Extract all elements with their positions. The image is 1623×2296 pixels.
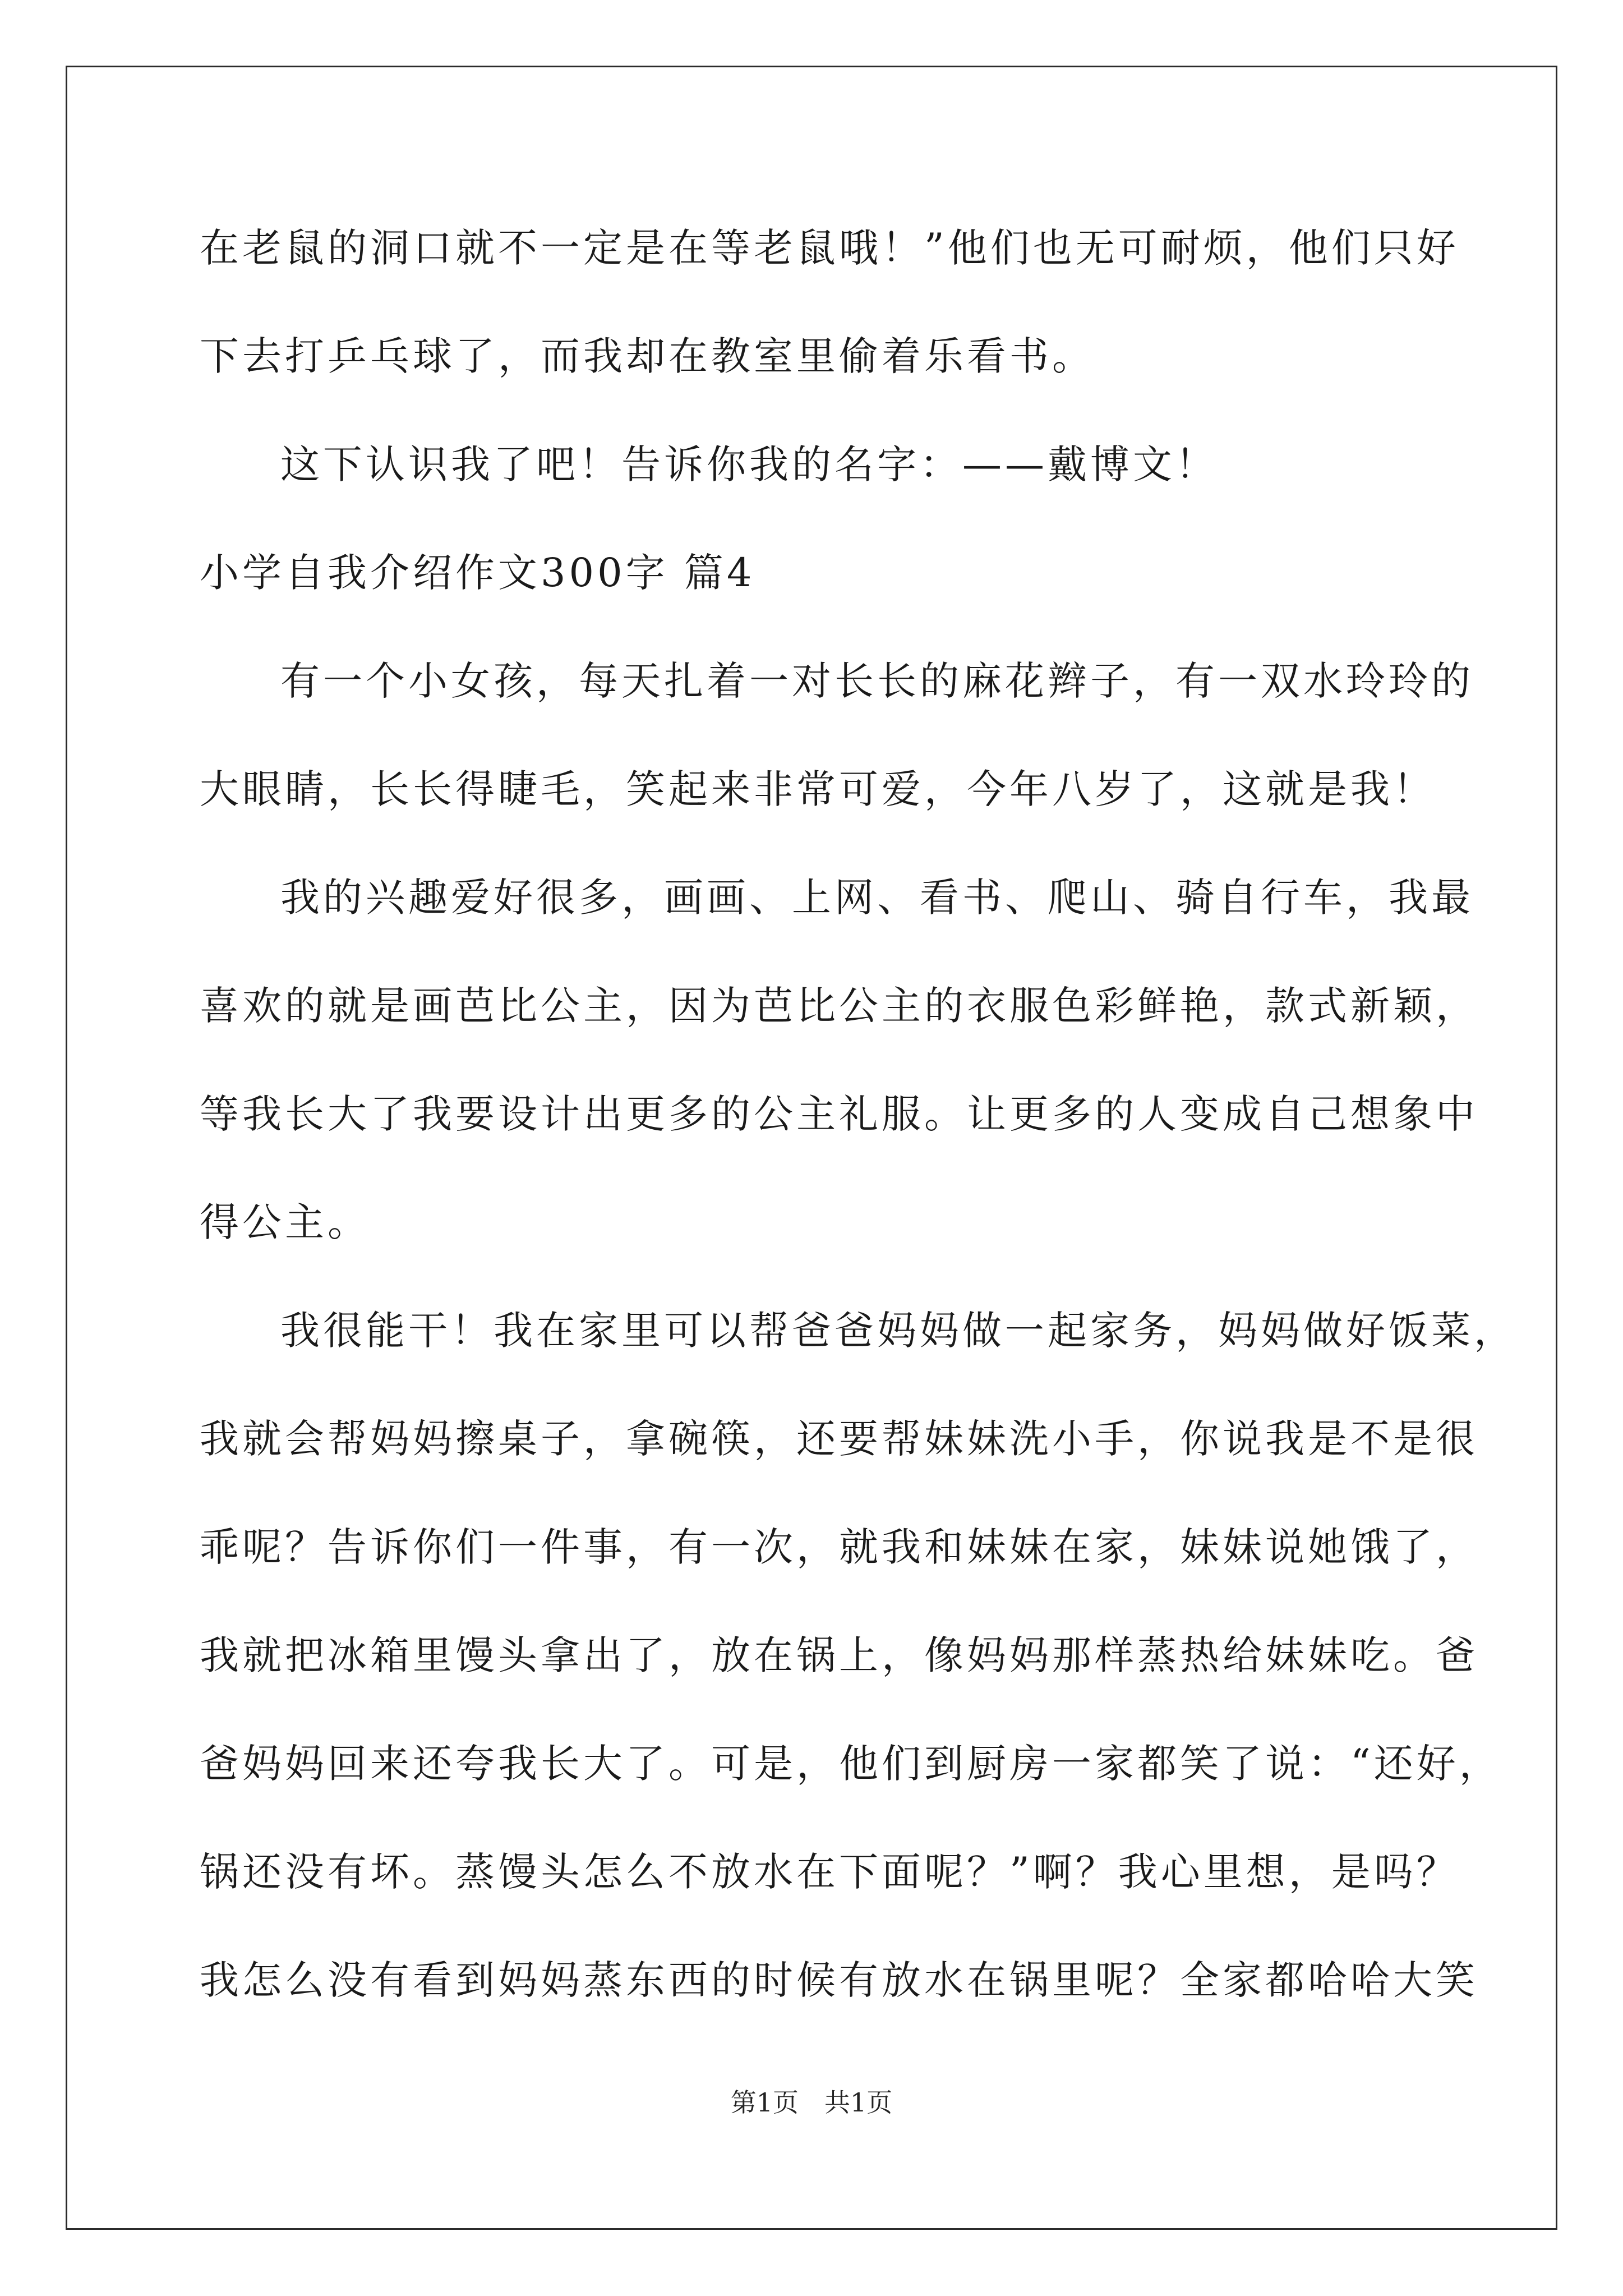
text-line: 爸妈妈回来还夸我长大了。可是，他们到厨房一家都笑了说：“还好， [200, 1741, 1502, 1787]
text-line: 我怎么没有看到妈妈蒸东西的时候有放水在锅里呢？全家都哈哈大笑 [200, 1957, 1478, 2003]
text-line: 有一个小女孩，每天扎着一对长长的麻花辫子，有一双水玲玲的 [280, 658, 1474, 704]
section-heading: 小学自我介绍作文300字 篇4 [200, 550, 755, 596]
text-line: 喜欢的就是画芭比公主，因为芭比公主的衣服色彩鲜艳，款式新颖， [200, 983, 1478, 1029]
text-line: 在老鼠的洞口就不一定是在等老鼠哦！”他们也无可耐烦，他们只好 [200, 225, 1459, 271]
page-total: 共1页 [824, 2087, 893, 2118]
text-line: 我就会帮妈妈擦桌子，拿碗筷，还要帮妹妹洗小手，你说我是不是很 [200, 1416, 1478, 1462]
text-line: 乖呢？告诉你们一件事，有一次，就我和妹妹在家，妹妹说她饿了， [200, 1524, 1478, 1570]
page-number: 第1页 [730, 2087, 799, 2118]
text-line: 我很能干！我在家里可以帮爸爸妈妈做一起家务，妈妈做好饭菜， [280, 1308, 1516, 1354]
text-line: 锅还没有坏。蒸馒头怎么不放水在下面呢？”啊？我心里想，是吗？ [200, 1849, 1459, 1895]
text-line: 大眼睛，长长得睫毛，笑起来非常可爱，今年八岁了，这就是我！ [200, 766, 1436, 812]
text-line: 我就把冰箱里馒头拿出了，放在锅上，像妈妈那样蒸热给妹妹吃。爸 [200, 1632, 1478, 1678]
text-line: 下去打乒乓球了，而我却在教室里偷着乐看书。 [200, 333, 1095, 379]
text-line: 得公主。 [200, 1199, 370, 1245]
page-border [66, 66, 1557, 2230]
page-footer [0, 2086, 1623, 2119]
text-line: 我的兴趣爱好很多，画画、上网、看书、爬山、骑自行车，我最 [280, 875, 1474, 921]
text-line: 等我长大了我要设计出更多的公主礼服。让更多的人变成自己想象中 [200, 1091, 1478, 1137]
text-line: 这下认识我了吧！告诉你我的名字：——戴博文！ [280, 441, 1218, 487]
